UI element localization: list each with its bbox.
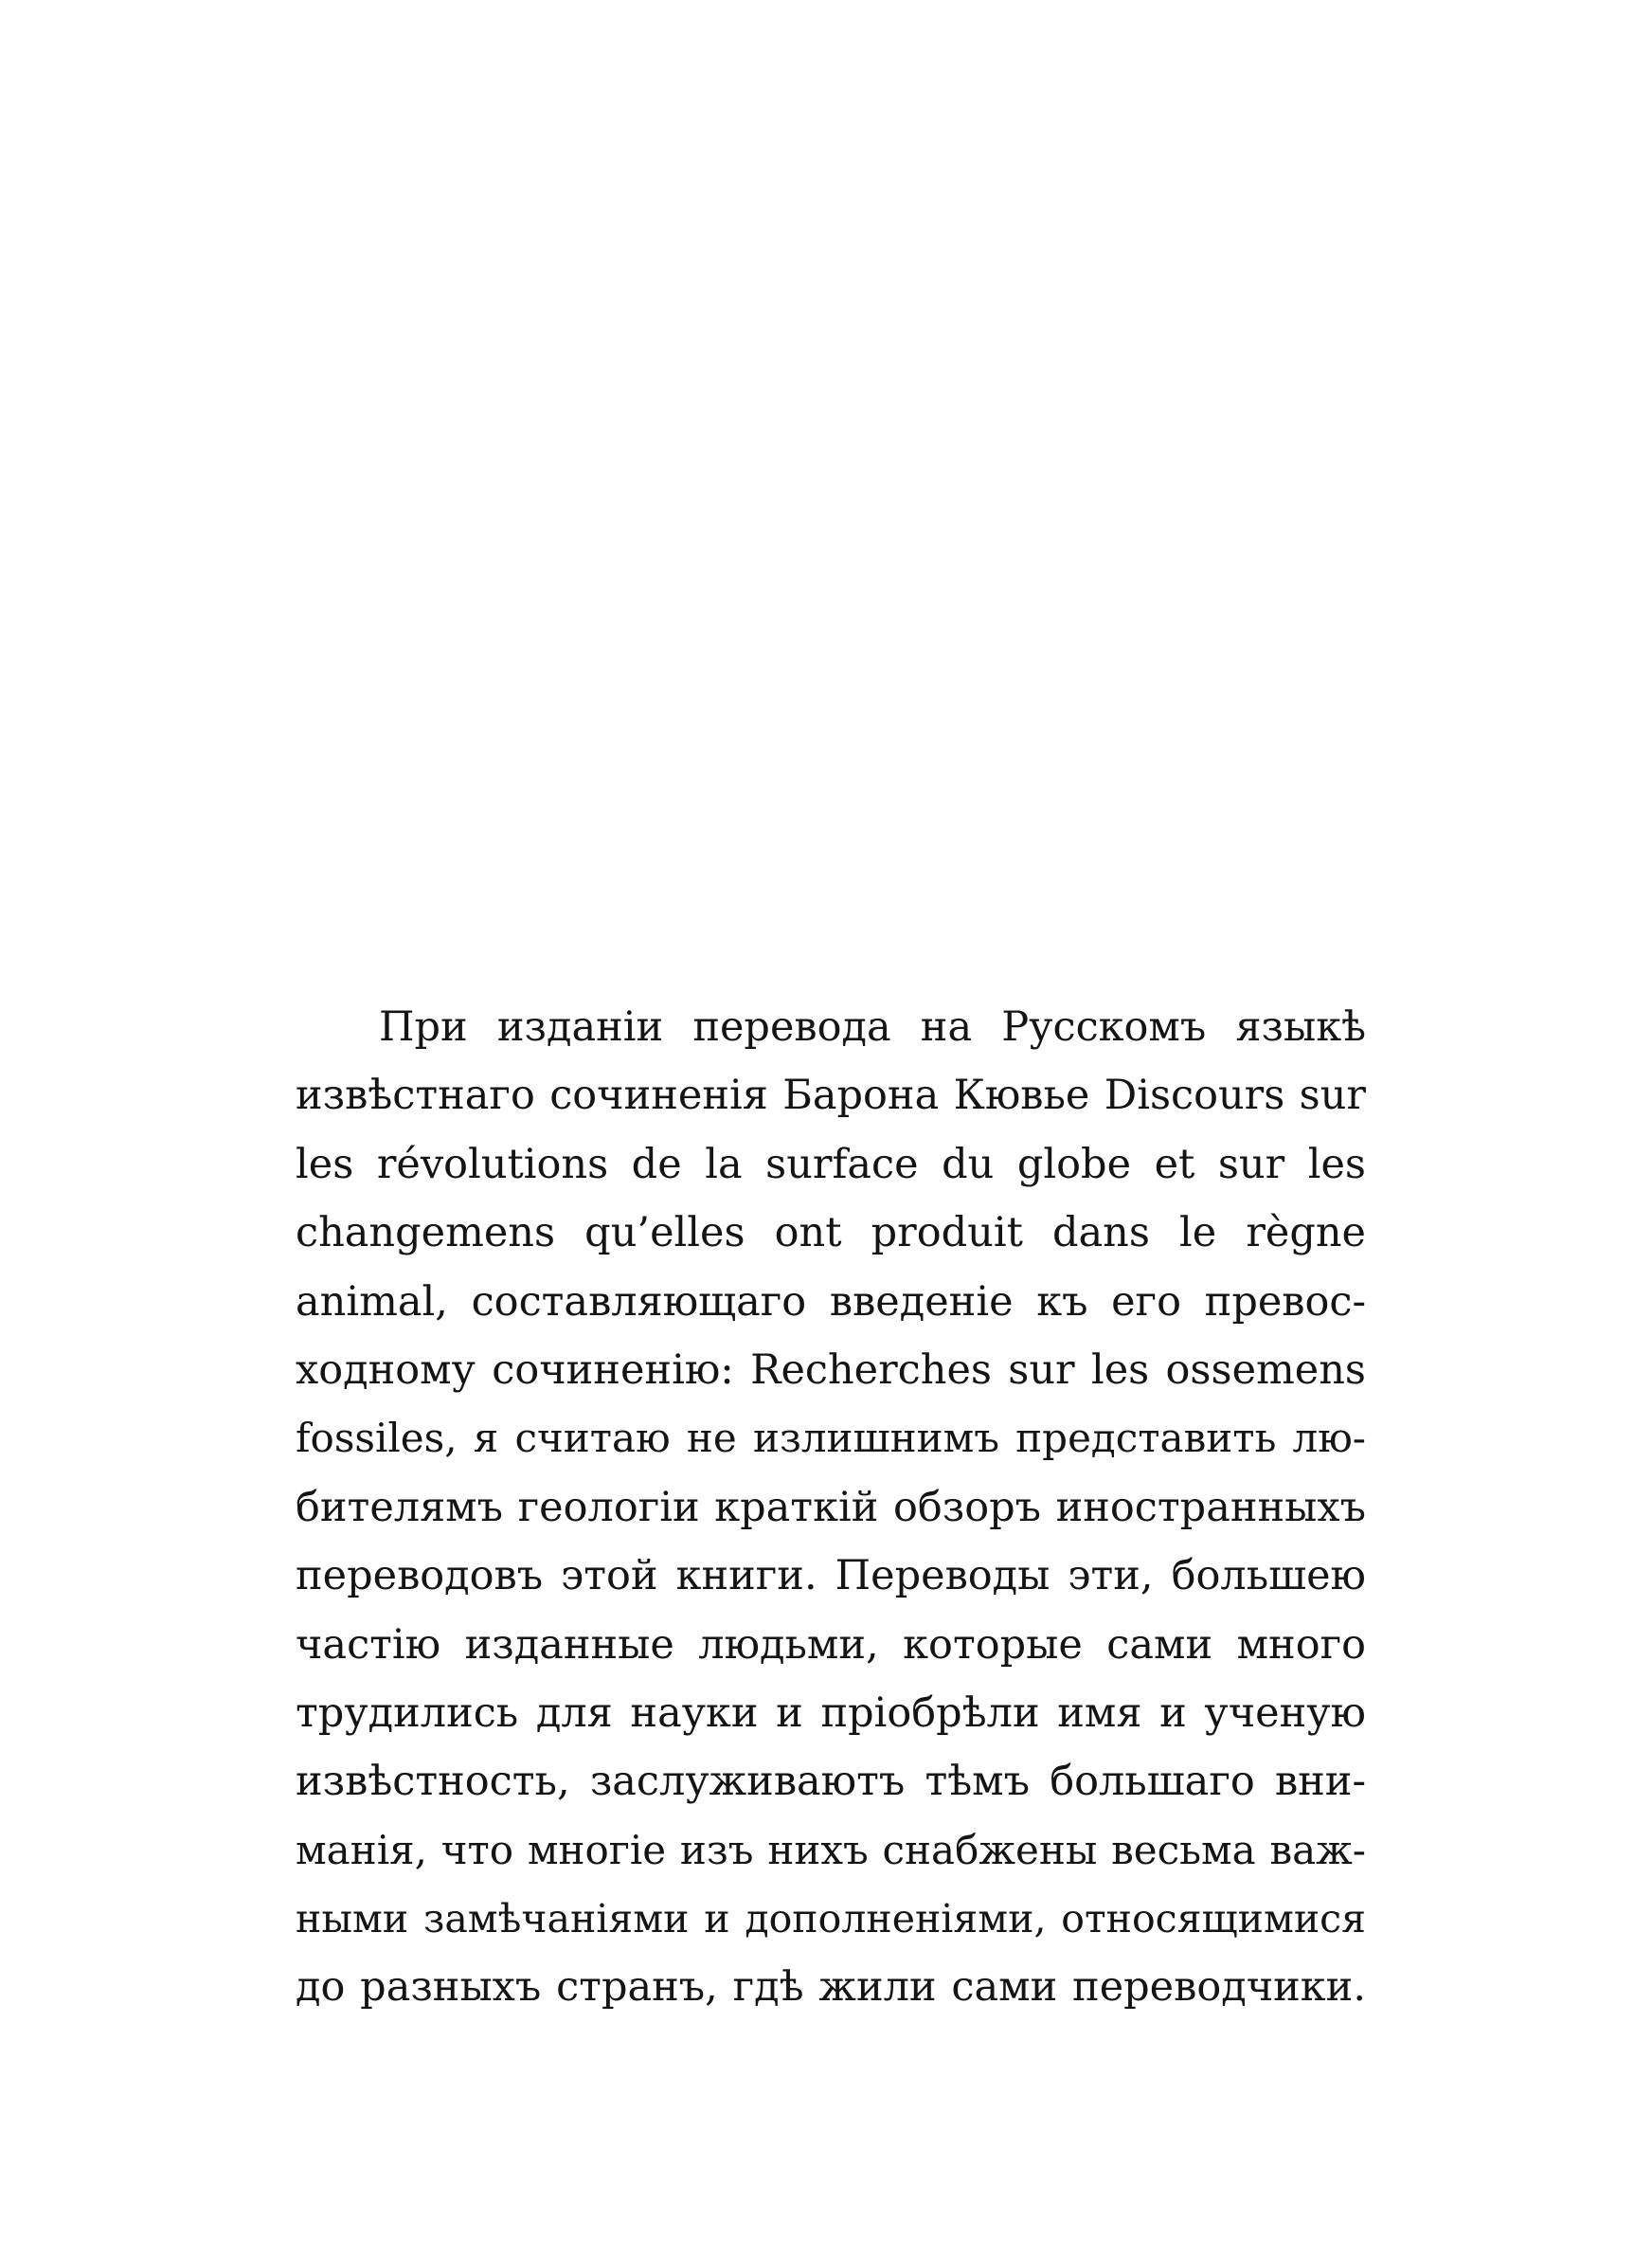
text-line: до разныхъ странъ, гдѣ жили сами переводчики. — [296, 1963, 1366, 2012]
text-line: animal, составляющаго введеніе къ его превос- — [296, 1277, 1366, 1326]
text-line: частію изданные людьми, которые сами много — [296, 1620, 1366, 1669]
text-line: changemens qu’elles ont produit dans le règne — [296, 1209, 1366, 1257]
text-line: ходному сочиненію: Recherches sur les ossemens — [296, 1345, 1366, 1394]
text-line: извѣстность, заслуживаютъ тѣмъ большаго вни- — [296, 1758, 1366, 1806]
text-line: fossiles, я считаю не излишнимъ представить лю- — [296, 1415, 1366, 1462]
text-line: бителямъ геологіи краткій обзоръ иностранныхъ — [296, 1483, 1366, 1531]
text-line: переводовъ этой книги. Переводы эти, большею — [296, 1552, 1366, 1600]
text-line: les révolutions de la surface du globe et sur les — [296, 1140, 1366, 1188]
text-line: трудились для науки и пріобрѣли имя и ученую — [296, 1688, 1366, 1737]
text-line: При изданіи перевода на Русскомъ языкѣ — [379, 1003, 1366, 1051]
text-line: ными замѣчаніями и дополненіями, относящимися — [296, 1896, 1366, 1942]
text-line: манія, что многіе изъ нихъ снабжены весьма важ- — [296, 1826, 1366, 1873]
text-line: извѣстнаго сочиненія Барона Кювье Discours sur — [296, 1072, 1366, 1120]
body-paragraph — [296, 993, 1366, 2022]
